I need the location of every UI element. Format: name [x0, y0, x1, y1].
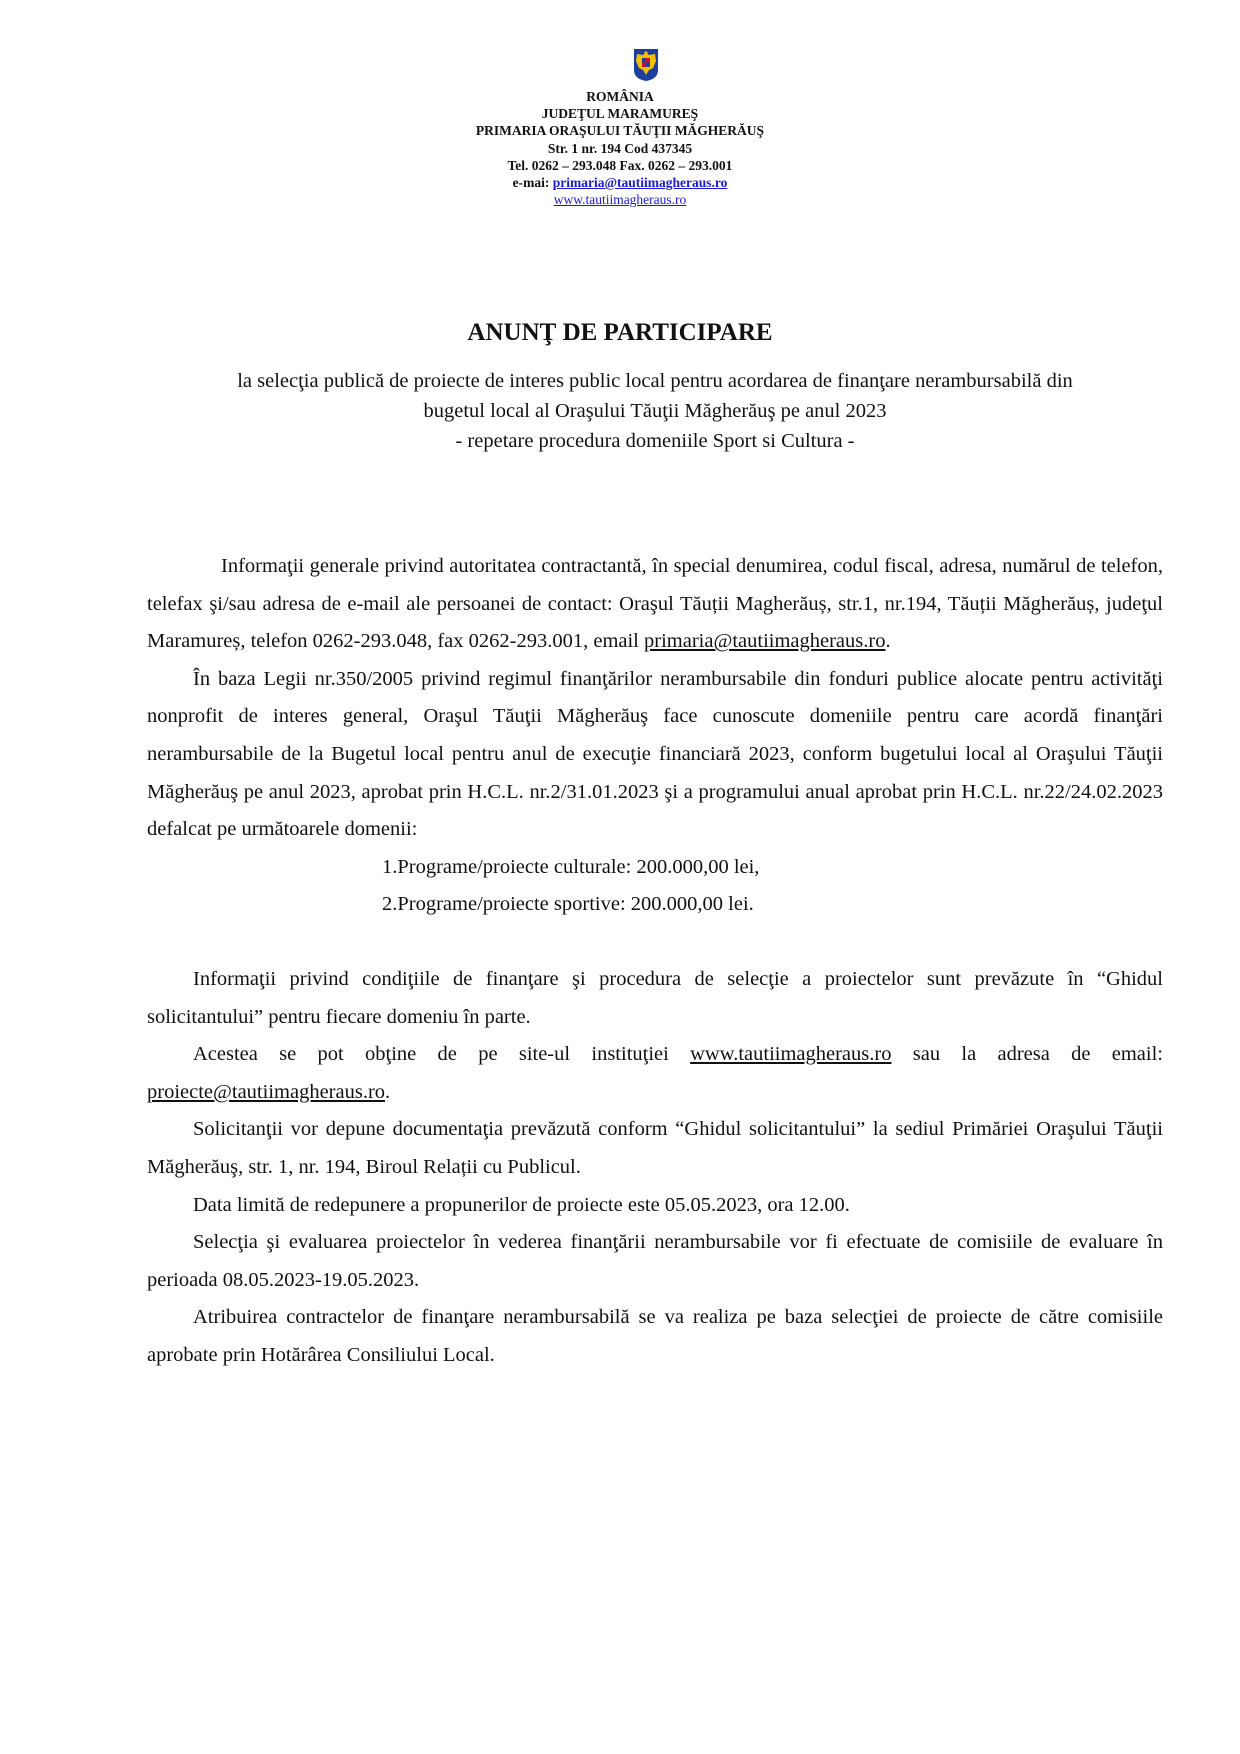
- paragraph-text: sau la adresa de email:: [891, 1043, 1163, 1066]
- email-label: e-mai:: [512, 175, 550, 191]
- document-body: [147, 548, 1163, 1374]
- header-website-link[interactable]: www.tautiimagheraus.ro: [553, 192, 687, 208]
- spacer: [147, 924, 1163, 961]
- institution-address: Str. 1 nr. 194 Cod 437345: [547, 140, 693, 156]
- punctuation: .: [885, 630, 891, 653]
- document-title: ANUNŢ DE PARTICIPARE: [467, 319, 773, 346]
- country-name: ROMÂNIA: [586, 89, 654, 104]
- paragraph-text: Informaţii generale privind autoritatea contractantă, în special denumirea, codul fiscal, adresa, numărul de telefon, telefax şi/sau adresa de e-mail ale persoanei de contact: Oraşul Tăuții Magherăuș, str.1, nr.194, Tăuții Măgherăuș, judeţul Maramureș, telefon 0262-293.048, fax 0262-293.001, email: [147, 555, 1163, 653]
- email-line: [0, 174, 1240, 191]
- website-line: [0, 191, 1240, 208]
- header-email-link[interactable]: primaria@tautiimagheraus.ro: [552, 175, 728, 191]
- paragraph-conditions: Informaţii privind condiţiile de finanţare şi procedura de selecţie a proiectelor sunt prevăzute în “Ghidul solicitantului” pentru fiecare domeniu în parte.: [147, 967, 1163, 1028]
- paragraph-text: Acestea se pot obţine de pe site-ul instituţiei: [193, 1043, 669, 1066]
- projects-email-link[interactable]: proiecte@tautiimagheraus.ro: [147, 1080, 386, 1103]
- subtitle-line: bugetul local al Oraşului Tăuţii Măgherăuş pe anul 2023: [423, 400, 887, 422]
- paragraph-evaluation: Selecţia şi evaluarea proiectelor în vederea finanţării nerambursabile vor fi efectuate de comisiile de evaluare în perioada 08.05.2023-19.05.2023.: [147, 1231, 1163, 1291]
- county-name: JUDEŢUL MARAMUREŞ: [541, 106, 699, 122]
- domain-item-sports: 2.Programe/proiecte sportive: 200.000,00 lei.: [382, 893, 754, 916]
- contact-email-link[interactable]: primaria@tautiimagheraus.ro: [644, 630, 886, 653]
- paragraph-deadline: Data limită de redepunere a propunerilor de proiecte este 05.05.2023, ora 12.00.: [193, 1193, 850, 1216]
- romania-coat-of-arms-icon: [633, 48, 659, 82]
- institution-name: PRIMARIA ORAŞULUI TĂUŢII MĂGHERĂUŞ: [475, 123, 765, 139]
- subtitle-line: la selecţia publică de proiecte de interes public local pentru acordarea de finanţare nerambursabilă din: [237, 370, 1073, 392]
- phone-fax: Tel. 0262 – 293.048 Fax. 0262 – 293.001: [507, 157, 733, 173]
- subtitle-line: - repetare procedura domeniile Sport si Cultura -: [455, 430, 855, 452]
- paragraph-general-info: [147, 548, 1163, 661]
- funding-domains-list: [147, 849, 1163, 924]
- paragraph-legal-basis: În baza Legii nr.350/2005 privind regimul finanţărilor nerambursabile din fonduri publice alocate pentru activităţi nonprofit de interes general, Oraşul Tăuţii Măgherăuş face cunoscute domeniile pentru care acordă finanţări nerambursabile de la Bugetul local pentru anul de execuţie financiară 2023, conform bugetului local al Oraşului Tăuţii Măgherăuş pe anul 2023, aprobat prin H.C.L. nr.2/31.01.2023 şi a programului anual aprobat prin H.C.L. nr.22/24.02.2023 defalcat pe următoarele domenii:: [147, 667, 1163, 841]
- paragraph-obtain: [147, 1036, 1163, 1111]
- paragraph-submission: Solicitanţii vor depune documentaţia prevăzută conform “Ghidul solicitantului” la sediul Primăriei Oraşului Tăuţii Măgherăuş, str. 1, nr. 194, Biroul Relații cu Publicul.: [147, 1118, 1163, 1178]
- document-subtitle: [147, 366, 1163, 456]
- institution-header: [0, 88, 1240, 208]
- punctuation: .: [385, 1080, 391, 1103]
- paragraph-award: Atribuirea contractelor de finanţare nerambursabilă se va realiza pe baza selecţiei de proiecte de către comisiile aprobate prin Hotărârea Consiliului Local.: [147, 1306, 1163, 1366]
- domain-item-cultural: 1.Programe/proiecte culturale: 200.000,00 lei,: [382, 855, 760, 878]
- website-link[interactable]: www.tautiimagheraus.ro: [690, 1043, 892, 1066]
